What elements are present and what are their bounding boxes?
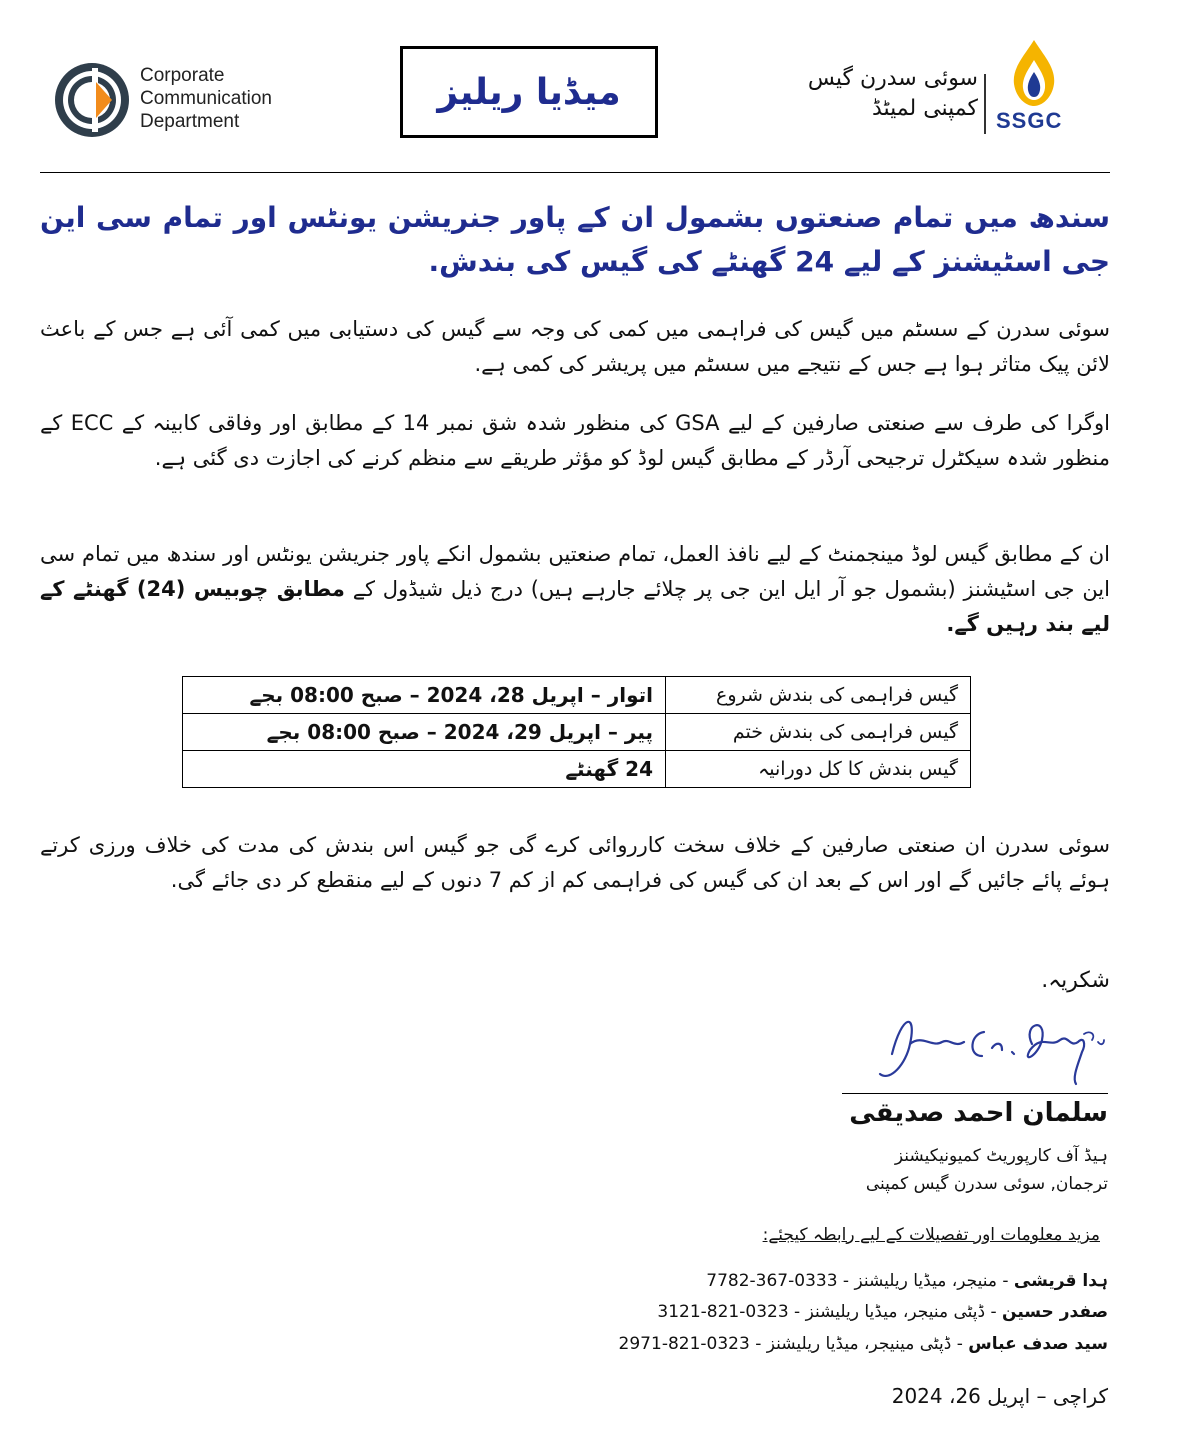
contact-role: - منیجر، میڈیا ریلیشنز - [837,1271,1014,1291]
table-row [183,677,971,714]
contact-name: ہدا قریشی [1013,1271,1108,1291]
schedule-label: گیس فراہمی کی بندش ختم [666,714,971,751]
thanks-text: شکریہ. [1041,968,1110,993]
department-line: Department [140,111,240,132]
company-name-line: کمپنی لمیٹڈ [871,96,978,121]
contact-role: - ڈپٹی مینیجر، میڈیا ریلیشنز - [749,1334,969,1354]
paragraph-2: اوگرا کی طرف سے صنعتی صارفین کے لیے GSA کی منظور شدہ شق نمبر 14 کے مطابق اور وفاقی کابینہ کے ECC کے منظور شدہ سیکٹرل ترجیحی آرڈر کے مطابق گیس لوڈ کو مؤثر طریقے سے منظم کرنے کی اجازت دی گئی ہے. [40,411,1110,470]
ccd-logo-icon [52,60,132,140]
contact-phone: 0323-821-3121 [657,1302,789,1322]
media-release-title-box [400,46,658,138]
headline: سندھ میں تمام صنعتوں بشمول ان کے پاور جنریشن یونٹس اور تمام سی این جی اسٹیشنز کے لیے 24 گھنٹے کی گیس کی بندش. [40,201,1110,278]
paragraph-3 [40,537,1110,642]
contact-role: - ڈپٹی منیجر، میڈیا ریلیشنز - [788,1302,1003,1322]
signature-icon [872,1004,1108,1090]
table-row [183,751,971,788]
contact-entry [450,1270,1108,1291]
company-abbr: SSGC [996,108,1063,133]
contact-phone: 0333-367-7782 [706,1271,838,1291]
schedule-value: پیر – اپریل 29، 2024 – صبح 08:00 بجے [183,714,666,751]
contact-name: صفدر حسین [1002,1302,1108,1322]
company-name-urdu [778,64,978,124]
paragraph-4: سوئی سدرن ان صنعتی صارفین کے خلاف سخت کارروائی کرے گی جو گیس اس بندش کی مدت کی خلاف ورزی کرتے ہوئے پائے جائیں گے اور اس کے بعد ان کی گیس کی فراہمی کم از کم 7 دنوں کے لیے منقطع کر دی جائے گی. [40,833,1110,892]
header-divider [40,172,1110,173]
paragraph-3-text: ان کے مطابق گیس لوڈ مینجمنٹ کے لیے نافذ العمل، تمام صنعتیں بشمول انکے پاور جنریشن یونٹس اور سندھ میں تمام سی این جی اسٹیشنز (بشمول جو آر ایل این جی پر چلائے جارہے ہیں) درج ذیل شیڈول کے [40,542,1110,601]
table-row [183,714,971,751]
department-line: Corporate [140,65,225,86]
company-name-line: سوئی سدرن گیس [807,66,978,91]
department-line: Communication [140,88,272,109]
contact-entry [450,1302,1108,1322]
schedule-label: گیس فراہمی کی بندش شروع [666,677,971,714]
dateline: کراچی – اپریل 26، 2024 [891,1384,1108,1408]
contact-name: سید صدف عباس [968,1334,1108,1354]
paragraph-3-bold: مطابق چوبیس (24) گھنٹے کے لیے بند رہیں گے. [40,577,1110,636]
signatory-role [700,1142,1108,1198]
flame-icon [1004,38,1064,108]
contact-entry [450,1334,1108,1354]
contact-heading-text: مزید معلومات اور تفصیلات کے لیے رابطہ کیجئے: [762,1225,1100,1245]
logo-divider [984,74,986,134]
signatory-name: سلمان احمد صدیقی [849,1098,1108,1128]
paragraph-1: سوئی سدرن کے سسٹم میں گیس کی فراہمی میں کمی کی وجہ سے گیس کی دستیابی میں کمی آئی ہے جس کے باعث لائن پیک متاثر ہوا ہے جس کے نتیجے میں سسٹم میں پریشر کی کمی ہے. [40,317,1110,376]
page-title: میڈیا ریلیز [437,71,621,113]
signature-line [842,1093,1108,1094]
signatory-role-line: ہیڈ آف کارپوریٹ کمیونیکیشنز [894,1146,1108,1166]
department-name [140,64,272,133]
contact-heading [600,1224,1100,1245]
signatory-role-line: ترجمان, سوئی سدرن گیس کمپنی [865,1174,1108,1194]
schedule-label: گیس بندش کا کل دورانیہ [666,751,971,788]
schedule-value: اتوار – اپریل 28، 2024 – صبح 08:00 بجے [183,677,666,714]
shutdown-schedule-table [182,676,971,788]
schedule-value: 24 گھنٹے [183,751,666,788]
contact-phone: 0323-821-2971 [618,1334,750,1354]
